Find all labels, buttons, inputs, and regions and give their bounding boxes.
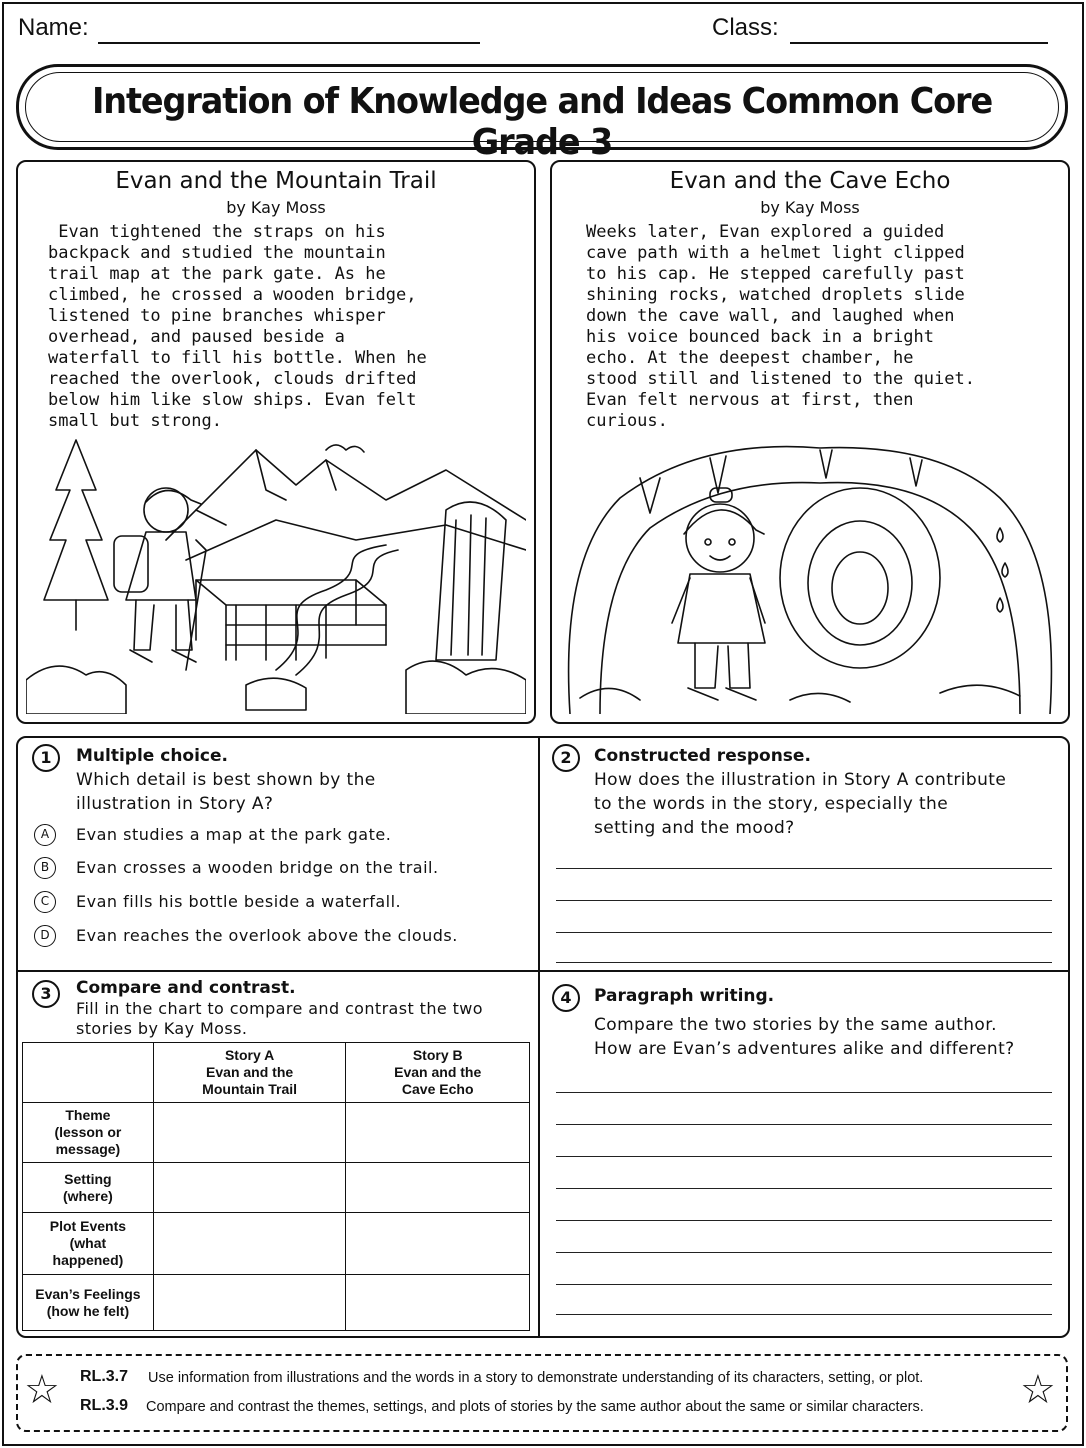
chart-cell-setting-story-a[interactable] [153, 1163, 346, 1213]
name-field[interactable] [98, 42, 480, 44]
chart-cell-theme-story-a[interactable] [153, 1103, 346, 1163]
chart-cell-feelings-story-a[interactable] [153, 1275, 346, 1331]
class-field[interactable] [790, 42, 1048, 44]
standard-1-code: RL.3.7 [80, 1368, 129, 1385]
question-2-number: 2 [552, 744, 580, 772]
row-feelings-line2: (how he felt) [46, 1302, 130, 1319]
row-plot-line3: happened) [52, 1252, 124, 1268]
column-a-line1: Story A [224, 1047, 275, 1063]
standards-box [16, 1354, 1068, 1432]
answer-line[interactable] [556, 1156, 1052, 1157]
row-plot-line1: Plot Events [49, 1218, 127, 1234]
option-b-text[interactable]: Evan crosses a wooden bridge on the trail. [76, 858, 439, 877]
question-4-heading: Paragraph writing. [594, 986, 775, 1006]
option-d-text[interactable]: Evan reaches the overlook above the clouds. [76, 926, 458, 945]
chart-cell-plot-story-b[interactable] [346, 1213, 530, 1275]
question-2-prompt-line3: setting and the mood? [594, 818, 795, 838]
class-label: Class: [712, 14, 779, 41]
answer-line[interactable] [556, 1284, 1052, 1285]
title-banner [16, 64, 1068, 163]
column-a-line3: Mountain Trail [202, 1081, 298, 1097]
compare-contrast-chart [22, 1042, 530, 1331]
chart-row-header-setting [23, 1163, 154, 1213]
row-theme-line2: (lesson or [54, 1124, 122, 1140]
question-2-prompt-line2: to the words in the story, especially the [594, 794, 949, 814]
name-label: Name: [18, 14, 89, 41]
option-c-bubble[interactable]: C [34, 891, 56, 913]
chart-cell-theme-story-b[interactable] [346, 1103, 530, 1163]
answer-line[interactable] [556, 1092, 1052, 1093]
chart-corner-cell [23, 1043, 154, 1103]
chart-cell-feelings-story-b[interactable] [346, 1275, 530, 1331]
question-1-number: 1 [32, 744, 60, 772]
standard-2-code: RL.3.9 [80, 1397, 129, 1414]
column-b-line3: Cave Echo [401, 1081, 474, 1097]
answer-line[interactable] [556, 900, 1052, 901]
question-3-prompt-line1: Fill in the chart to compare and contrast the two [76, 999, 483, 1018]
chart-row-header-plot [23, 1213, 154, 1275]
chart-column-header-story-a [153, 1043, 346, 1103]
story-b-panel [550, 160, 1070, 724]
answer-line[interactable] [556, 1220, 1052, 1221]
option-c-text[interactable]: Evan fills his bottle beside a waterfall. [76, 892, 402, 911]
story-b-text: Weeks later, Evan explored a guided cave path with a helmet light clipped to his cap. He stepped carefully past shining rocks, watched droplets slide down the cave wall, and laughed when his voice bounced back in a bright echo. At the deepest chamber, he stood still and listened to the quiet. Evan felt nervous at first, then curious. [586, 222, 975, 431]
star-icon: ☆ [1020, 1367, 1056, 1413]
story-a-title: Evan and the Mountain Trail [115, 168, 437, 194]
row-feelings-line1: Evan’s Feelings [35, 1285, 141, 1302]
page-title: Integration of Knowledge and Ideas Common Core Grade 3 [91, 81, 993, 163]
answer-line[interactable] [556, 1188, 1052, 1189]
story-a-text: Evan tightened the straps on his backpack and studied the mountain trail map at the park gate. As he climbed, he crossed a wooden bridge, listened to pine branches whisper overhead, and paused beside a waterfall to fill his bottle. When he reached the overlook, clouds drifted below him like slow ships. Evan felt small but strong. [48, 222, 427, 431]
row-plot-line2: (what [69, 1235, 107, 1251]
column-b-line1: Story B [412, 1047, 463, 1063]
question-2-prompt-line1: How does the illustration in Story A contribute [594, 770, 1007, 790]
option-a-bubble[interactable]: A [34, 824, 56, 846]
standard-1-text: Use information from illustrations and the words in a story to demonstrate understanding of its characters, setting, or plot. [148, 1370, 924, 1386]
story-b-byline: by Kay Moss [760, 198, 860, 217]
chart-cell-setting-story-b[interactable] [346, 1163, 530, 1213]
story-b-title: Evan and the Cave Echo [669, 168, 951, 194]
row-setting-line1: Setting [64, 1170, 112, 1187]
star-icon: ☆ [24, 1367, 60, 1413]
row-theme-line3: message) [55, 1141, 121, 1157]
answer-line[interactable] [556, 1252, 1052, 1253]
cave-echo-illustration [560, 438, 1060, 714]
standard-2-text: Compare and contrast the themes, settings, and plots of stories by the same author about the same or similar characters. [146, 1399, 924, 1415]
question-3-prompt-line2: stories by Kay Moss. [76, 1019, 248, 1038]
row-setting-line2: (where) [63, 1187, 113, 1204]
answer-line[interactable] [556, 932, 1052, 933]
chart-cell-plot-story-a[interactable] [153, 1213, 346, 1275]
question-2-heading: Constructed response. [594, 746, 811, 766]
answer-line[interactable] [556, 1314, 1052, 1315]
question-1-heading: Multiple choice. [76, 746, 228, 766]
chart-row-header-feelings [23, 1275, 154, 1331]
question-4-prompt-line1: Compare the two stories by the same author. [594, 1015, 997, 1035]
column-b-line2: Evan and the [394, 1064, 482, 1080]
question-4-prompt-line2: How are Evan’s adventures alike and different? [594, 1039, 1015, 1059]
chart-row-header-theme [23, 1103, 154, 1163]
answer-line[interactable] [556, 868, 1052, 869]
question-1-prompt-line2: illustration in Story A? [76, 794, 274, 814]
option-b-bubble[interactable]: B [34, 857, 56, 879]
answer-line[interactable] [556, 962, 1052, 963]
story-a-panel [16, 160, 536, 724]
mountain-trail-illustration [26, 430, 526, 714]
question-4-number: 4 [552, 984, 580, 1012]
row-theme-line1: Theme [65, 1107, 111, 1123]
story-a-byline: by Kay Moss [226, 198, 326, 217]
option-d-bubble[interactable]: D [34, 925, 56, 947]
question-3-heading: Compare and contrast. [76, 978, 296, 998]
option-a-text[interactable]: Evan studies a map at the park gate. [76, 825, 392, 844]
chart-column-header-story-b [346, 1043, 530, 1103]
question-3-number: 3 [32, 980, 60, 1008]
question-1-prompt-line1: Which detail is best shown by the [76, 770, 376, 790]
column-a-line2: Evan and the [206, 1064, 294, 1080]
answer-line[interactable] [556, 1124, 1052, 1125]
